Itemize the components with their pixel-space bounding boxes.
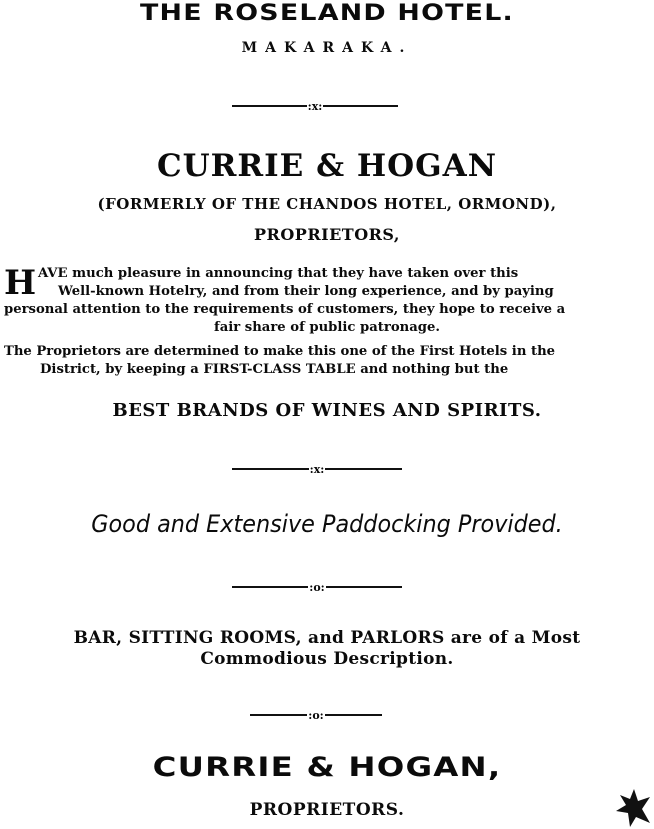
announcement-line-2: Well-known Hotelry, and from their long experience, and by paying: [58, 284, 554, 299]
divider-bar-left: [250, 714, 307, 716]
location-line: MAKARAKA.: [241, 40, 413, 56]
divider-1: [232, 97, 398, 115]
divider-bar-left: [232, 586, 308, 588]
announcement-line-3: personal attention to the requirements of customers, they hope to receive a: [4, 302, 566, 317]
divider-mark: :x:: [307, 99, 323, 113]
divider-2: [232, 460, 402, 478]
divider-mark: :o:: [309, 580, 325, 594]
divider-4: [250, 706, 382, 724]
footer-proprietors-label: PROPRIETORS.: [249, 800, 405, 820]
divider-mark: :o:: [308, 708, 324, 722]
divider-bar-right: [325, 714, 382, 716]
divider-bar-left: [232, 468, 309, 470]
brands-line: BEST BRANDS OF WINES AND SPIRITS.: [112, 400, 542, 421]
divider-bar-right: [326, 586, 402, 588]
hotel-name-heading: THE ROSELAND HOTEL.: [140, 1, 514, 26]
footer-proprietor-names: CURRIE & HOGAN,: [152, 752, 502, 783]
rooms-line-2: Commodious Description.: [200, 649, 454, 669]
announcement-line-1: AVE much pleasure in announcing that they have taken over this: [38, 266, 519, 281]
divider-bar-right: [323, 105, 398, 107]
ink-blot: [616, 787, 652, 827]
announcement-line-4: fair share of public patronage.: [214, 320, 440, 335]
divider-bar-left: [232, 105, 307, 107]
rooms-line-1: BAR, SITTING ROOMS, and PARLORS are of a Most: [73, 628, 581, 648]
proprietor-names-heading: CURRIE & HOGAN: [156, 148, 498, 184]
drop-cap-letter: H: [4, 263, 37, 303]
announcement-line-6: District, by keeping a FIRST-CLASS TABLE and nothing but the: [40, 362, 509, 377]
proprietors-label: PROPRIETORS,: [254, 225, 400, 244]
divider-mark: :x:: [309, 462, 325, 476]
announcement-line-5: The Proprietors are determined to make this one of the First Hotels in the: [4, 344, 556, 359]
divider-3: [232, 578, 402, 596]
formerly-line: (FORMERLY OF THE CHANDOS HOTEL, ORMOND),: [97, 195, 557, 213]
divider-bar-right: [325, 468, 402, 470]
paddocking-line: Good and Extensive Paddocking Provided.: [91, 510, 563, 538]
